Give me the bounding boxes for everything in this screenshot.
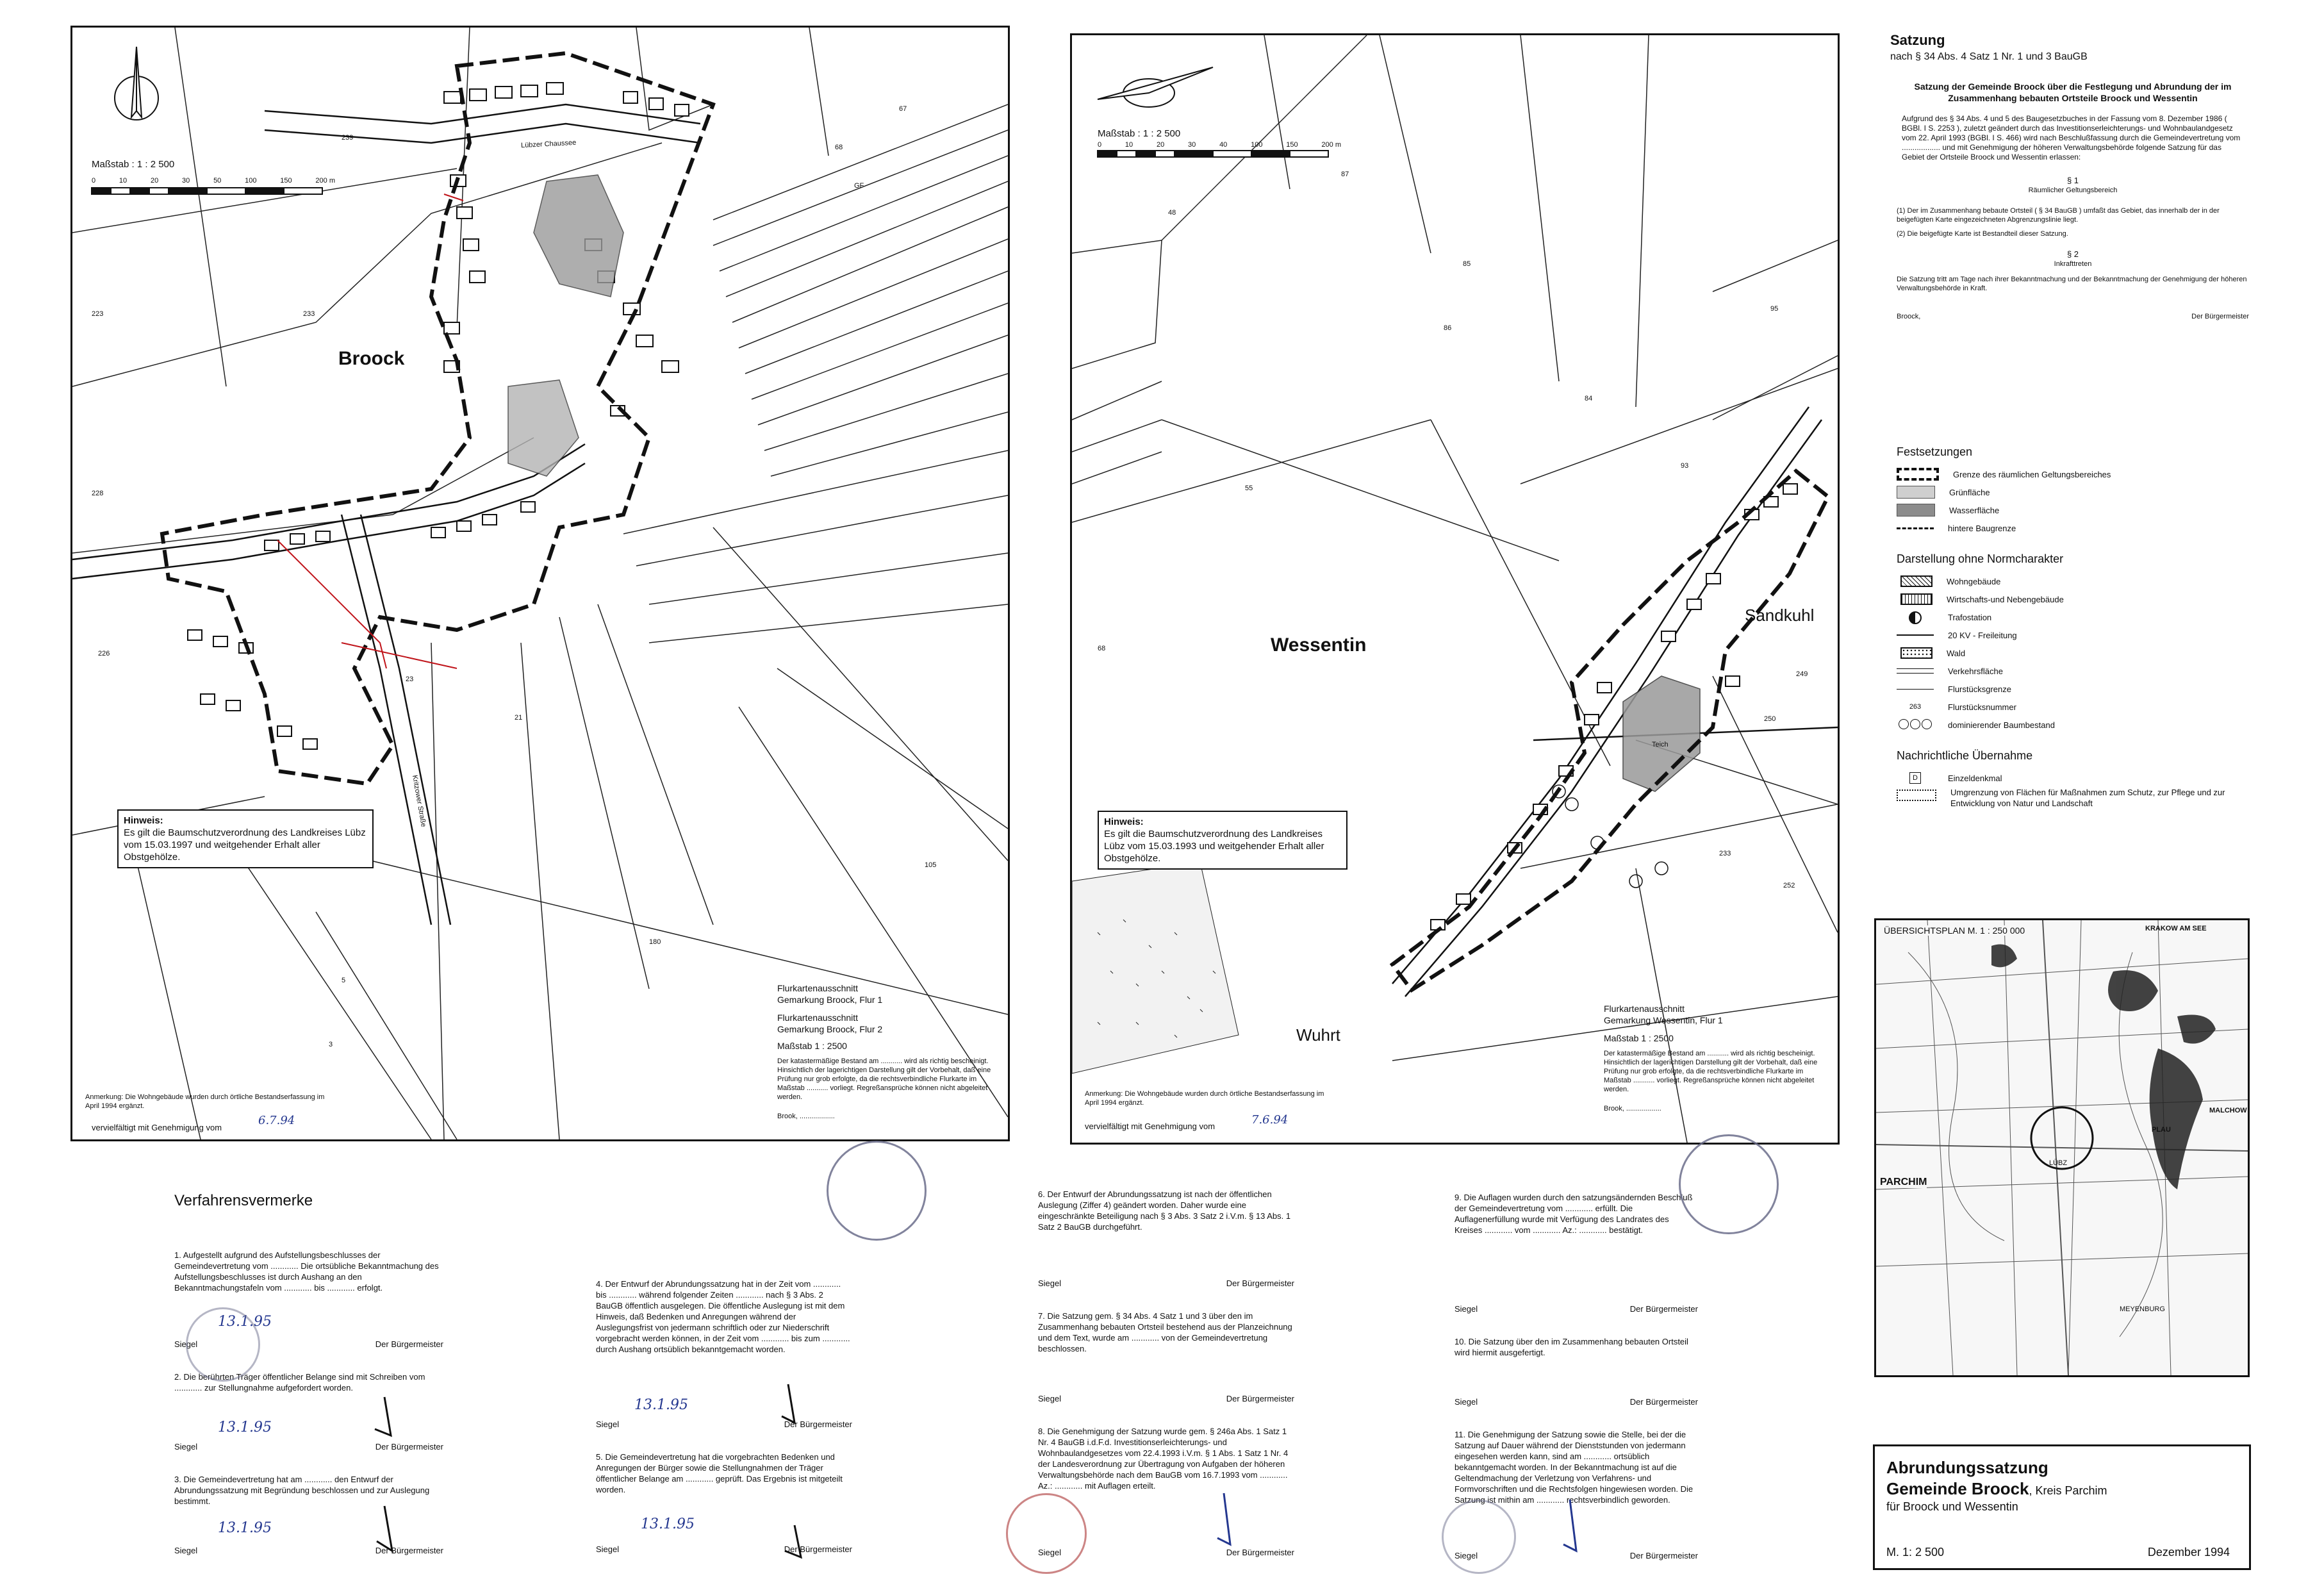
place-label: MALCHOW: [2209, 1107, 2247, 1114]
village-label-wessentin: Wessentin: [1271, 634, 1367, 656]
anmerkung: Anmerkung: Die Wohngebäude wurden durch örtliche Bestandserfassung im April 1994 ergänzt.: [1085, 1090, 1324, 1107]
parcel-number: 233: [303, 310, 315, 318]
pond-area: [1623, 676, 1700, 791]
satzung-text: Satzung nach § 34 Abs. 4 Satz 1 Nr. 1 und 3 BauGB Satzung der Gemeinde Broock über die Festlegung und Abrundung der im Zusammenhang bebauten Ortsteile Broock und Wessentin Aufgrund des § 34 Abs. 4 und 5 des Baugesetzbuches in der Fassung vom 8. Dezember 1986 ( BGBl. I S. 2253 ), zuletzt geändert durch das Investitionserleichterungs- und Wohnbaulandgesetz vom 22. April 1993 (BGBl. I S. 466) wird nach Beschlußfassung durch die Gemeindevertretung vom .................. und mit Genehmigung der höheren Verwaltungsbehörde folgende Satzung für das Gebiet der Ortsteile Broock und Wessentin erlassen: § 1 Räumlicher Geltungsbereich (1) Der im Zusammenhang bebaute Ortsteil ( § 34 BauGB ) umfaßt das Gebiet, das innerhalb der in der beigefügten Karte eingezeichneten Abgrenzungslinie liegt. (2) Die beigefügte Karte ist Bestandteil dieser Satzung. § 2 Inkrafttreten Die Satzung tritt am Tage nach ihrer Bekanntmachung und der Bekanntmachung der Genehmigung der höheren Verwaltungsbehörde in Kraft. Broock, Der Bürgermeister: [1890, 32, 2255, 321]
bestand-note: Der katastermäßige Bestand am ........... wird als richtig bescheinigt. Hinsichtlich der lagerichtigen Darstellung gilt der Vorbehalt, daß eine Prüfung nur grob erfolgte, da die rechtsverbindliche Flurkarte im Maßstab ........... vorliegt. Regreßansprüche können nicht abgeleitet werden.: [777, 1057, 991, 1101]
legend-item: 20 KV - Freileitung: [1897, 626, 2255, 644]
parcel-number: 21: [515, 714, 523, 722]
title-date: Dezember 1994: [2147, 1546, 2230, 1559]
signature-line: Siegel Der Bürgermeister: [174, 1546, 443, 1555]
village-label-wuhrt: Wuhrt: [1296, 1025, 1340, 1045]
legend-festsetzungen: Festsetzungen: [1897, 445, 1973, 458]
parcel-number: 228: [92, 490, 104, 497]
legend-item: Grünfläche: [1897, 483, 2255, 501]
satzung-subtitle: nach § 34 Abs. 4 Satz 1 Nr. 1 und 3 BauGB: [1890, 51, 2088, 62]
place-label: PLAU: [2152, 1126, 2171, 1134]
hinweis-text: Es gilt die Baumschutzverordnung des Landkreises Lübz vom 15.03.1997 und weitgehender Erhalt aller Obstgehölze.: [124, 827, 366, 863]
hinweis-title: Hinweis:: [124, 815, 163, 826]
overview-map: [1874, 918, 2250, 1377]
hinweis-title: Hinweis:: [1104, 816, 1144, 827]
legend-item: Umgrenzung von Flächen für Maßnahmen zum Schutz, zur Pflege und zur Entwicklung von Natur und Landschaft: [1897, 787, 2255, 809]
handwritten-date: 13.1.95: [218, 1419, 272, 1435]
parcel-number: 180: [649, 938, 661, 946]
paragraph-2: § 2: [2066, 249, 2079, 259]
legend-item: Trafostation: [1897, 608, 2255, 626]
parcel-number: 250: [1764, 715, 1776, 723]
parcel-number: 5: [342, 977, 346, 984]
scale-ticks: 0 10 20 30 50 100 150 200 m: [92, 177, 335, 185]
signature-line: Siegel Der Bürgermeister: [1455, 1304, 1698, 1314]
signature-line: Siegel Der Bürgermeister: [596, 1419, 852, 1429]
bestand-note: Der katastermäßige Bestand am ........... wird als richtig bescheinigt. Hinsichtlich der lagerichtigen Darstellung gilt der Vorbehalt, daß eine Prüfung nur grob erfolgte, da die rechtsverbindliche Flurkarte im Maßstab ........... vorliegt. Regreßansprüche können nicht abgeleitet werden.: [1604, 1050, 1818, 1093]
legend-item: D Einzeldenkmal: [1897, 769, 2255, 787]
pond-label: Teich: [1652, 741, 1669, 749]
parcel-number: 84: [1585, 395, 1593, 402]
legend-item: 263 Flurstücksnummer: [1909, 702, 2016, 712]
procedure-item-10: 10. Die Satzung über den im Zusammenhang bebauten Ortsteil wird hiermit ausgefertigt.: [1455, 1337, 1688, 1357]
hinweis-box: [117, 809, 374, 868]
official-seal-stamp: [1006, 1493, 1087, 1574]
legend-item: Wasserfläche: [1897, 501, 2255, 519]
parcel-number: 239: [342, 134, 354, 142]
place-label: MEYENBURG: [2120, 1305, 2165, 1313]
procedure-heading: Verfahrensvermerke: [174, 1192, 313, 1209]
parcel-number: 48: [1168, 209, 1176, 217]
green-area: [508, 380, 579, 476]
map-wessentin-frame: [1070, 33, 1840, 1145]
handwritten-signature: [769, 1378, 827, 1564]
vervielf-label: vervielfältigt mit Genehmigung vom: [1085, 1121, 1216, 1131]
satzung-heading: Satzung der Gemeinde Broock über die Festlegung und Abrundung der im Zusammenhang bebauten Ortsteile Broock und Wessentin: [1914, 81, 2232, 103]
legend-item: Wirtschafts-und Nebengebäude: [1897, 590, 2255, 608]
parcel-number: 233: [1719, 850, 1731, 857]
handwritten-signature: [1551, 1493, 1595, 1564]
map-broock-drawing: [72, 28, 1008, 1139]
map-wessentin-drawing: [1072, 35, 1838, 1143]
satzung-title: Satzung: [1890, 32, 1945, 48]
parcel-number: 105: [925, 861, 937, 869]
procedure-item-9: 9. Die Auflagen wurden durch den satzungsändernden Beschluß der Gemeindevertretung vom ............ erfüllt. Die Auflagenerfüllung wurde mit Verfügung des Landrates des Kreises ............ vom ............ Az.: ............ bestätigt.: [1455, 1193, 1693, 1235]
title-block: [1873, 1444, 2251, 1570]
hinweis-text: Es gilt die Baumschutzverordnung des Landkreises Lübz vom 15.03.1993 und weitgehender Erhalt aller Obstgehölze.: [1104, 829, 1324, 864]
parcel-number: 95: [1770, 305, 1779, 313]
boundary-line: [162, 53, 713, 784]
title-line2: Gemeinde Broock, Kreis Parchim: [1886, 1479, 2107, 1498]
scale-ticks: 0 10 20 30 40 100 150 200 m: [1098, 141, 1341, 149]
signature-line: Siegel Der Bürgermeister: [596, 1544, 852, 1554]
procedure-item-8: 8. Die Genehmigung der Satzung wurde gem. § 246a Abs. 1 Satz 1 Nr. 4 BauGB i.d.F.d. Investitionserleichterungs- und Wohnbaulandgesetzes vom 22.4.1993 i.V.m. § 1 Abs. 1 Satz 1 Nr. 4 der Landesverordnung zur Übertragung von Aufgaben der höheren Verwaltungsbehörde nach dem BauGB vom 16.7.1993 vom ............ Az.: ............ mit Auflagen erteilt.: [1038, 1427, 1289, 1491]
title-line3: für Broock und Wessentin: [1886, 1500, 2018, 1513]
road-label-chaussee: Lübzer Chaussee: [520, 138, 577, 150]
procedure-item-11: 11. Die Genehmigung der Satzung sowie die Stelle, bei der die Satzung auf Dauer während der Dienststunden von jedermann eingesehen werden kann, sind am ............ ortsüblich bekanntgemacht worden. In der Bekanntmachung ist auf die Geltendmachung der Verletzung von Verfahrens- und Formvorschriften und die Rechtsfolgen hingewiesen worden. Die Satzung ist mithin am ............ rechtsverbindlich geworden.: [1455, 1430, 1694, 1505]
parcel-number: 93: [1681, 462, 1689, 470]
scale-label: Maßstab : 1 : 2 500: [92, 159, 175, 170]
scale-label: Maßstab : 1 : 2 500: [1098, 128, 1181, 139]
legend-item: Verkehrsfläche: [1897, 662, 2255, 680]
signature-line: Siegel Der Bürgermeister: [1455, 1551, 1698, 1560]
handwritten-date: 13.1.95: [641, 1516, 695, 1532]
signature-line: Siegel Der Bürgermeister: [174, 1339, 443, 1349]
handwritten-signature: [1205, 1487, 1249, 1557]
parcel-number: 249: [1796, 670, 1808, 678]
signature-line: Siegel Der Bürgermeister: [1038, 1548, 1294, 1557]
vervielf-date: 6.7.94: [258, 1114, 295, 1127]
parcel-number: 86: [1444, 324, 1452, 332]
anmerkung: Anmerkung: Die Wohngebäude wurden durch örtliche Bestandserfassung im April 1994 ergänzt.: [85, 1093, 325, 1110]
signature-line: Siegel Der Bürgermeister: [174, 1442, 443, 1452]
procedure-item-4: 4. Der Entwurf der Abrundungssatzung hat in der Zeit vom ............ bis ............ während folgender Zeiten ............ nach § 3 Abs. 2 BauGB öffentlich ausgelegen. Die öffentliche Auslegung ist mit dem Hinweis, daß Bedenken und Anregungen während der Auslegungsfrist von jedermann schriftlich oder zur Niederschrift vorgebracht werden können, in der Zeit vom ............ bis zum ............ durch Aushang ortsüblich bekanntgemacht worden.: [596, 1279, 850, 1354]
legend-item: dominierender Baumbestand: [1897, 716, 2255, 734]
handwritten-date: 13.1.95: [218, 1520, 272, 1536]
signature-line: Siegel Der Bürgermeister: [1038, 1278, 1294, 1288]
handwritten-signature: [359, 1378, 416, 1564]
legend-darstellung: Darstellung ohne Normcharakter: [1897, 552, 2064, 565]
procedure-item-7: 7. Die Satzung gem. § 34 Abs. 4 Satz 1 und 3 über den im Zusammenhang bebauten Ortsteil bestehend aus der Planzeichnung und dem Text, wurde am ............ von der Gemeindevertretung beschlossen.: [1038, 1311, 1292, 1353]
legend: [1897, 445, 2255, 809]
procedure-item-2: 2. Die berührten Träger öffentlicher Belange sind mit Schreiben vom ............ zur Stellungnahme aufgefordert worden.: [174, 1372, 425, 1393]
official-seal-stamp: [1679, 1134, 1779, 1234]
legend-item: Wohngebäude: [1897, 572, 2255, 590]
title-line1: Abrundungssatzung: [1886, 1458, 2048, 1477]
handwritten-date: 13.1.95: [634, 1397, 688, 1413]
village-label-broock: Broock: [338, 348, 405, 369]
satzung-intro: Aufgrund des § 34 Abs. 4 und 5 des Baugesetzbuches in der Fassung vom 8. Dezember 1986 ( BGBl. I S. 2253 ), zuletzt geändert durch das Investitionserleichterungs- und Wohnbaulandgesetz vom 22. April 1993 (BGBl. I S. 466) wird nach Beschlußfassung durch die Gemeindevertretung vom .................. und mit Genehmigung der höheren Verwaltungsbehörde folgende Satzung für das Gebiet der Ortsteile Broock und Wessentin erlassen:: [1902, 114, 2241, 161]
legend-item: hintere Baugrenze: [1897, 519, 2255, 537]
flur-info-block: Flurkartenausschnitt Gemarkung Wessentin, Flur 1 Maßstab 1 : 2500 Der katastermäßige Bestand am ........... wird als richtig bescheinigt. Hinsichtlich der lagerichtigen Darstellung gilt der Vorbehalt, daß eine Prüfung nur grob erfolgte, da die rechtsverbindliche Flurkarte im Maßstab ........... vorliegt. Regreßansprüche können nicht abgeleitet werden. Brook, ..................: [1604, 1003, 1822, 1113]
parcel-number: 68: [1098, 645, 1106, 652]
road-label-krasse: Kritzower Straße: [410, 774, 427, 828]
map-broock-frame: [70, 26, 1010, 1141]
legend-item: Flurstücksgrenze: [1897, 680, 2255, 698]
parcel-number: 3: [329, 1041, 333, 1048]
official-seal-stamp: [186, 1307, 260, 1382]
official-seal-stamp: [1442, 1500, 1516, 1574]
parcel-number: 252: [1783, 882, 1795, 889]
vervielf-label: vervielfältigt mit Genehmigung vom: [92, 1123, 222, 1132]
paragraph-1: § 1: [2066, 176, 2079, 185]
legend-nachrichtlich: Nachrichtliche Übernahme: [1897, 749, 2033, 762]
hinweis-box: [1098, 811, 1347, 870]
parcel-number: 67: [899, 105, 907, 113]
parcel-number: 85: [1463, 260, 1471, 268]
parcel-number: 23: [406, 675, 414, 683]
overview-map-drawing: [1876, 920, 2248, 1375]
procedure-item-5: 5. Die Gemeindevertretung hat die vorgebrachten Bedenken und Anregungen der Bürger sowie die Stellungnahmen der Träger öffentlicher Belange am ............ geprüft. Das Ergebnis ist mitgeteilt worden.: [596, 1452, 843, 1494]
legend-item: Grenze des räumlichen Geltungsbereiches: [1897, 465, 2255, 483]
signature-line: Siegel Der Bürgermeister: [1455, 1397, 1698, 1407]
procedure-item-3: 3. Die Gemeindevertretung hat am ............ den Entwurf der Abrundungssatzung mit Begründung beschlossen und zur Auslegung bestimmt.: [174, 1475, 430, 1506]
parcel-number: 55: [1245, 484, 1253, 492]
parcel-number: 226: [98, 650, 110, 658]
parcel-number: GF: [854, 182, 864, 190]
place-label: LÜBZ: [2049, 1159, 2068, 1167]
flur-info-block: Flurkartenausschnitt Gemarkung Broock, Flur 1 Flurkartenausschnitt Gemarkung Broock, Flur 2 Maßstab 1 : 2500 Der katastermäßige Bestand am ........... wird als richtig bescheinigt. Hinsichtlich der lagerichtigen Darstellung gilt der Vorbehalt, daß eine Prüfung nur grob erfolgte, da die rechtsverbindliche Flurkarte im Maßstab ........... vorliegt. Regreßansprüche können nicht abgeleitet werden. Brook, ..................: [777, 982, 995, 1121]
place-label: PARCHIM: [1880, 1177, 1927, 1187]
village-label-sandkuhl: Sandkuhl: [1745, 606, 1815, 625]
place-label: KRAKOW AM SEE: [2145, 925, 2207, 932]
parcel-number: 68: [835, 144, 843, 151]
parcel-number: 223: [92, 310, 104, 318]
parcel-number: 87: [1341, 170, 1349, 178]
procedure-item-1: 1. Aufgestellt aufgrund des Aufstellungsbeschlusses der Gemeindevertretung vom ............ Die ortsübliche Bekanntmachung des Aufstellungsbeschlusses ist durch Aushang an den Bekanntmachungstafeln vom ............ bis ............ erfolgt.: [174, 1250, 439, 1293]
overview-title: ÜBERSICHTSPLAN M. 1 : 250 000: [1881, 925, 2027, 936]
title-scale: M. 1: 2 500: [1886, 1546, 1945, 1559]
signature-line: Siegel Der Bürgermeister: [1038, 1394, 1294, 1403]
procedure-item-6: 6. Der Entwurf der Abrundungssatzung ist nach der öffentlichen Auslegung (Ziffer 4) geändert worden. Daher wurde eine eingeschränkte Beteiligung nach § 3 Abs. 3 Satz 2 i.V.m. § 13 Abs. 1 Satz 2 BauGB durchgeführt.: [1038, 1189, 1291, 1232]
handwritten-date: 13.1.95: [218, 1314, 272, 1330]
legend-item: Wald: [1897, 644, 2255, 662]
water-area: [534, 175, 623, 297]
official-seal-stamp: [827, 1141, 927, 1241]
vervielf-date: 7.6.94: [1251, 1113, 1289, 1127]
satzung-signature: Broock, Der Bürgermeister: [1897, 313, 2249, 320]
